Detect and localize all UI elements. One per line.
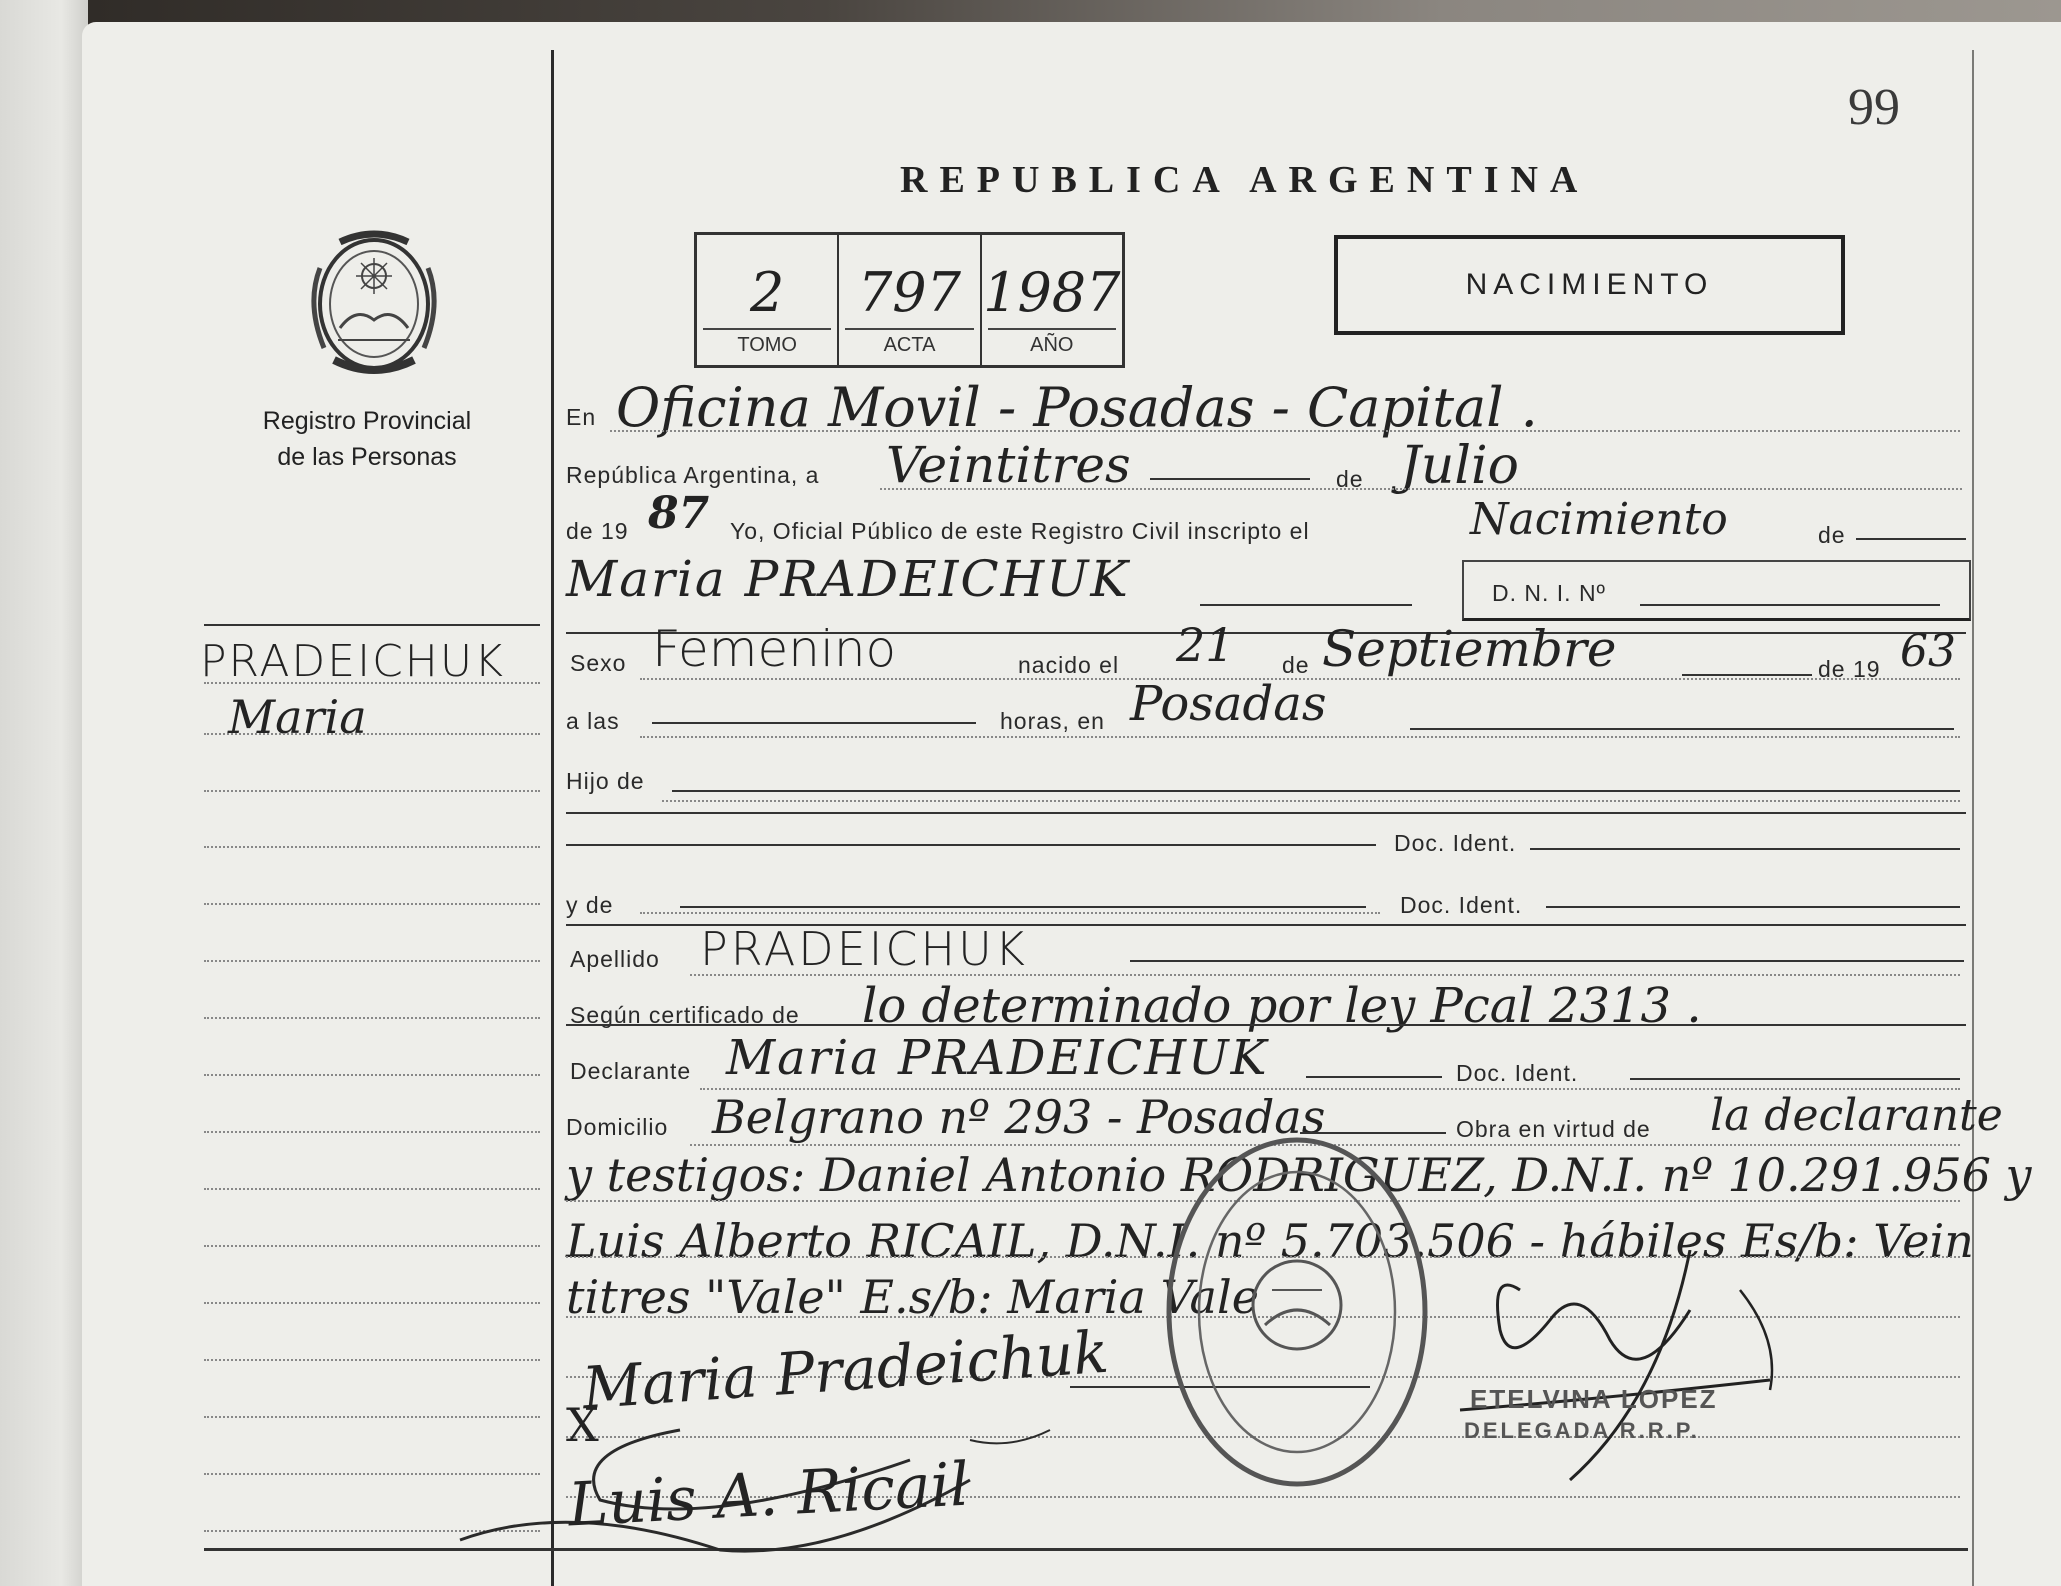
margin-rule <box>551 50 554 1586</box>
value-obra: la declarante <box>1710 1090 2003 1141</box>
line-parent1 <box>566 844 1376 846</box>
label-republica: República Argentina, a <box>566 462 820 488</box>
value-birth-year: 63 <box>1900 626 1956 677</box>
dots-apellido <box>690 974 1960 976</box>
declarant-mark: X <box>566 1398 599 1452</box>
label-obra: Obra en virtud de <box>1456 1116 1651 1142</box>
rule-hijo <box>566 812 1966 814</box>
official-signature <box>1440 1250 1790 1500</box>
ano-cell <box>982 235 1122 365</box>
margin-dots <box>204 733 540 735</box>
value-month: Julio <box>1400 436 1519 496</box>
line-apellido <box>1130 960 1964 962</box>
value-year: 87 <box>648 488 710 539</box>
line-republica <box>880 488 1962 490</box>
line-yde <box>680 906 1366 908</box>
margin-given-name: Maria <box>228 690 367 744</box>
label-alas: a las <box>566 708 620 734</box>
page-right-rule <box>1972 50 1974 1586</box>
acta-value: 797 <box>857 261 962 324</box>
line-declarante <box>1306 1076 1442 1078</box>
label-yde: y de <box>566 892 614 918</box>
value-declarante: Maria PRADEICHUK <box>726 1030 1269 1086</box>
margin-dots <box>204 960 540 962</box>
label-nacido: nacido el <box>1018 652 1120 678</box>
page-number: 99 <box>1848 79 1900 136</box>
line-hijo <box>672 790 1960 792</box>
line-en <box>610 430 1960 432</box>
label-domicilio: Domicilio <box>566 1114 669 1140</box>
ano-label: AÑO <box>988 328 1116 357</box>
margin-top-rule <box>204 624 540 626</box>
province-seal-icon <box>300 228 448 388</box>
value-sexo: Femenino <box>652 620 897 678</box>
registry-name <box>232 403 502 475</box>
left-page-edge <box>0 0 88 1586</box>
declarant-signature: Maria Pradeichuk <box>580 1317 1111 1423</box>
official-title-stamp: DELEGADA R.R.P. <box>1464 1418 1700 1443</box>
line-birth-place <box>1410 728 1954 730</box>
line-alas <box>652 722 976 724</box>
margin-dots <box>204 1359 540 1361</box>
acta-cell <box>839 235 981 365</box>
record-type-box: NACIMIENTO <box>1334 235 1845 335</box>
registry-line2: de las Personas <box>277 443 457 471</box>
value-en: Oficina Movil - Posadas - Capital . <box>616 376 1538 439</box>
dots-yde <box>640 912 1380 914</box>
reference-box <box>694 232 1125 368</box>
margin-dots <box>204 1131 540 1133</box>
rule-segun <box>566 1024 1966 1026</box>
label-apellido: Apellido <box>570 946 660 972</box>
label-doc-ident-2: Doc. Ident. <box>1400 892 1523 918</box>
value-birth-month: Septiembre <box>1322 620 1617 678</box>
label-de-2: de <box>1818 522 1846 548</box>
line-name <box>1200 604 1412 606</box>
document-title: REPUBLICA ARGENTINA <box>900 159 1590 201</box>
value-domicilio: Belgrano nº 293 - Posadas <box>712 1090 1326 1144</box>
tomo-label: TOMO <box>703 328 831 357</box>
line-doc-ident-1 <box>1530 848 1960 850</box>
label-hijo: Hijo de <box>566 768 645 794</box>
label-declarante: Declarante <box>570 1058 692 1084</box>
tomo-value: 2 <box>749 261 785 324</box>
label-year-prefix: de 19 <box>566 518 629 544</box>
label-doc-ident-1: Doc. Ident. <box>1394 830 1517 856</box>
line-day <box>1150 478 1310 480</box>
value-apellido: PRADEICHUK <box>700 922 1028 976</box>
margin-dots <box>204 1017 540 1019</box>
tomo-cell <box>697 235 839 365</box>
margin-dots <box>204 682 540 684</box>
dots-alas <box>640 736 1960 738</box>
margin-surname: PRADEICHUK <box>200 636 505 687</box>
official-stamp-icon <box>1160 1130 1435 1495</box>
label-birth-year-prefix: de 19 <box>1818 656 1881 682</box>
margin-dots <box>204 846 540 848</box>
margin-dots <box>204 1188 540 1190</box>
value-inscripto: Nacimiento <box>1470 494 1728 545</box>
margin-dots <box>204 1302 540 1304</box>
official-name-stamp: ETELVINA LOPEZ <box>1470 1384 1718 1414</box>
ano-value: 1987 <box>983 261 1121 324</box>
label-sexo: Sexo <box>570 650 627 676</box>
witness-line-2: Luis Alberto RICAIL, D.N.I. nº 5.703.506 - hábiles Es/b: Vein <box>566 1214 1974 1268</box>
value-birth-place: Posadas <box>1130 676 1327 732</box>
registry-line1: Registro Provincial <box>262 407 472 435</box>
value-day: Veintitres <box>886 436 1131 494</box>
label-horas: horas, en <box>1000 708 1105 734</box>
label-de-3: de <box>1282 652 1310 678</box>
label-yo: Yo, Oficial Público de este Registro Civil inscripto el <box>730 518 1310 544</box>
label-en: En <box>566 404 597 430</box>
line-dni <box>1640 604 1940 606</box>
acta-label: ACTA <box>845 328 973 357</box>
value-segun: lo determinado por ley Pcal 2313 . <box>862 978 1702 1034</box>
line-birth-month <box>1682 674 1812 676</box>
line-de-2 <box>1856 538 1966 540</box>
label-segun: Según certificado de <box>570 1002 800 1028</box>
witness-line-3: titres "Vale" E.s/b: Maria Vale <box>566 1270 1259 1324</box>
margin-dots <box>204 903 540 905</box>
line-doc-ident-3 <box>1630 1078 1960 1080</box>
witness-signature: Luis A. Ricail <box>566 1449 971 1541</box>
witness-line-1: y testigos: Daniel Antonio RODRIGUEZ, D.N.I. nº 10.291.956 y <box>566 1148 2032 1202</box>
value-birth-day: 21 <box>1176 618 1235 672</box>
line-doc-ident-2 <box>1546 906 1960 908</box>
dots-hijo <box>662 800 1960 802</box>
label-doc-ident-3: Doc. Ident. <box>1456 1060 1579 1086</box>
margin-dots <box>204 790 540 792</box>
label-dni: D. N. I. Nº <box>1492 580 1606 606</box>
margin-dots <box>204 1074 540 1076</box>
value-person-name: Maria PRADEICHUK <box>566 550 1130 608</box>
label-de-month: de <box>1336 466 1364 492</box>
margin-dots <box>204 1245 540 1247</box>
